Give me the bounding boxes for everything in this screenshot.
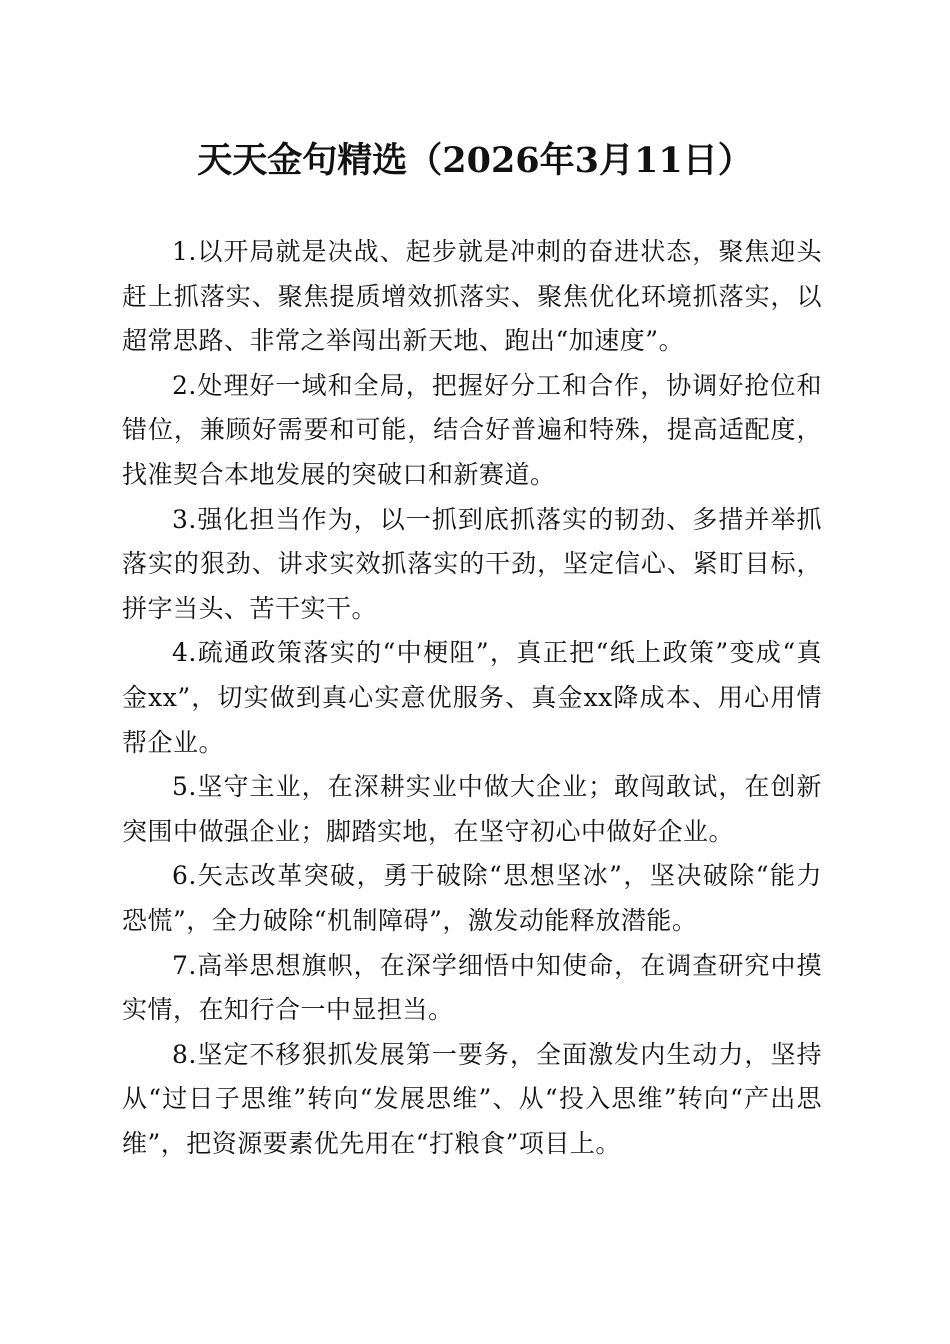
- paragraph-6: 6.矢志改革突破，勇于破除“思想坚冰”，坚决破除“能力恐慌”，全力破除“机制障碍”，激发动能释放潜能。: [122, 861, 822, 935]
- paragraph-3: 3.强化担当作为，以一抓到底抓落实的韧劲、多措并举抓落实的狠劲、讲求实效抓落实的干劲，坚定信心、紧盯目标，拼字当头、苦干实干。: [122, 504, 822, 623]
- document-body: [122, 230, 822, 1166]
- paragraph-8: 8.坚定不移狠抓发展第一要务，全面激发内生动力，坚持从“过日子思维”转向“发展思维”、从“投入思维”转向“产出思维”，把资源要素优先用在“打粮食”项目上。: [122, 1039, 822, 1158]
- paragraph-5: 5.坚守主业，在深耕实业中做大企业；敢闯敢试，在创新突围中做强企业；脚踏实地，在坚守初心中做好企业。: [122, 772, 822, 846]
- document-title: 天天金句精选（2026年3月11日）: [197, 140, 753, 181]
- paragraph-7: 7.高举思想旗帜，在深学细悟中知使命，在调查研究中摸实情，在知行合一中显担当。: [122, 950, 822, 1025]
- paragraph-1: 1.以开局就是决战、起步就是冲刺的奋进状态，聚焦迎头赶上抓落实、聚焦提质增效抓落实、聚焦优化环境抓落实，以超常思路、非常之举闯出新天地、跑出“加速度”。: [122, 237, 822, 356]
- paragraph-4: 4.疏通政策落实的“中梗阻”，真正把“纸上政策”变成“真金xx”，切实做到真心实意优服务、真金xx降成本、用心用情帮企业。: [122, 638, 822, 757]
- paragraph-2: 2.处理好一域和全局，把握好分工和合作，协调好抢位和错位，兼顾好需要和可能，结合好普遍和特殊，提高适配度，找准契合本地发展的突破口和新赛道。: [122, 370, 822, 489]
